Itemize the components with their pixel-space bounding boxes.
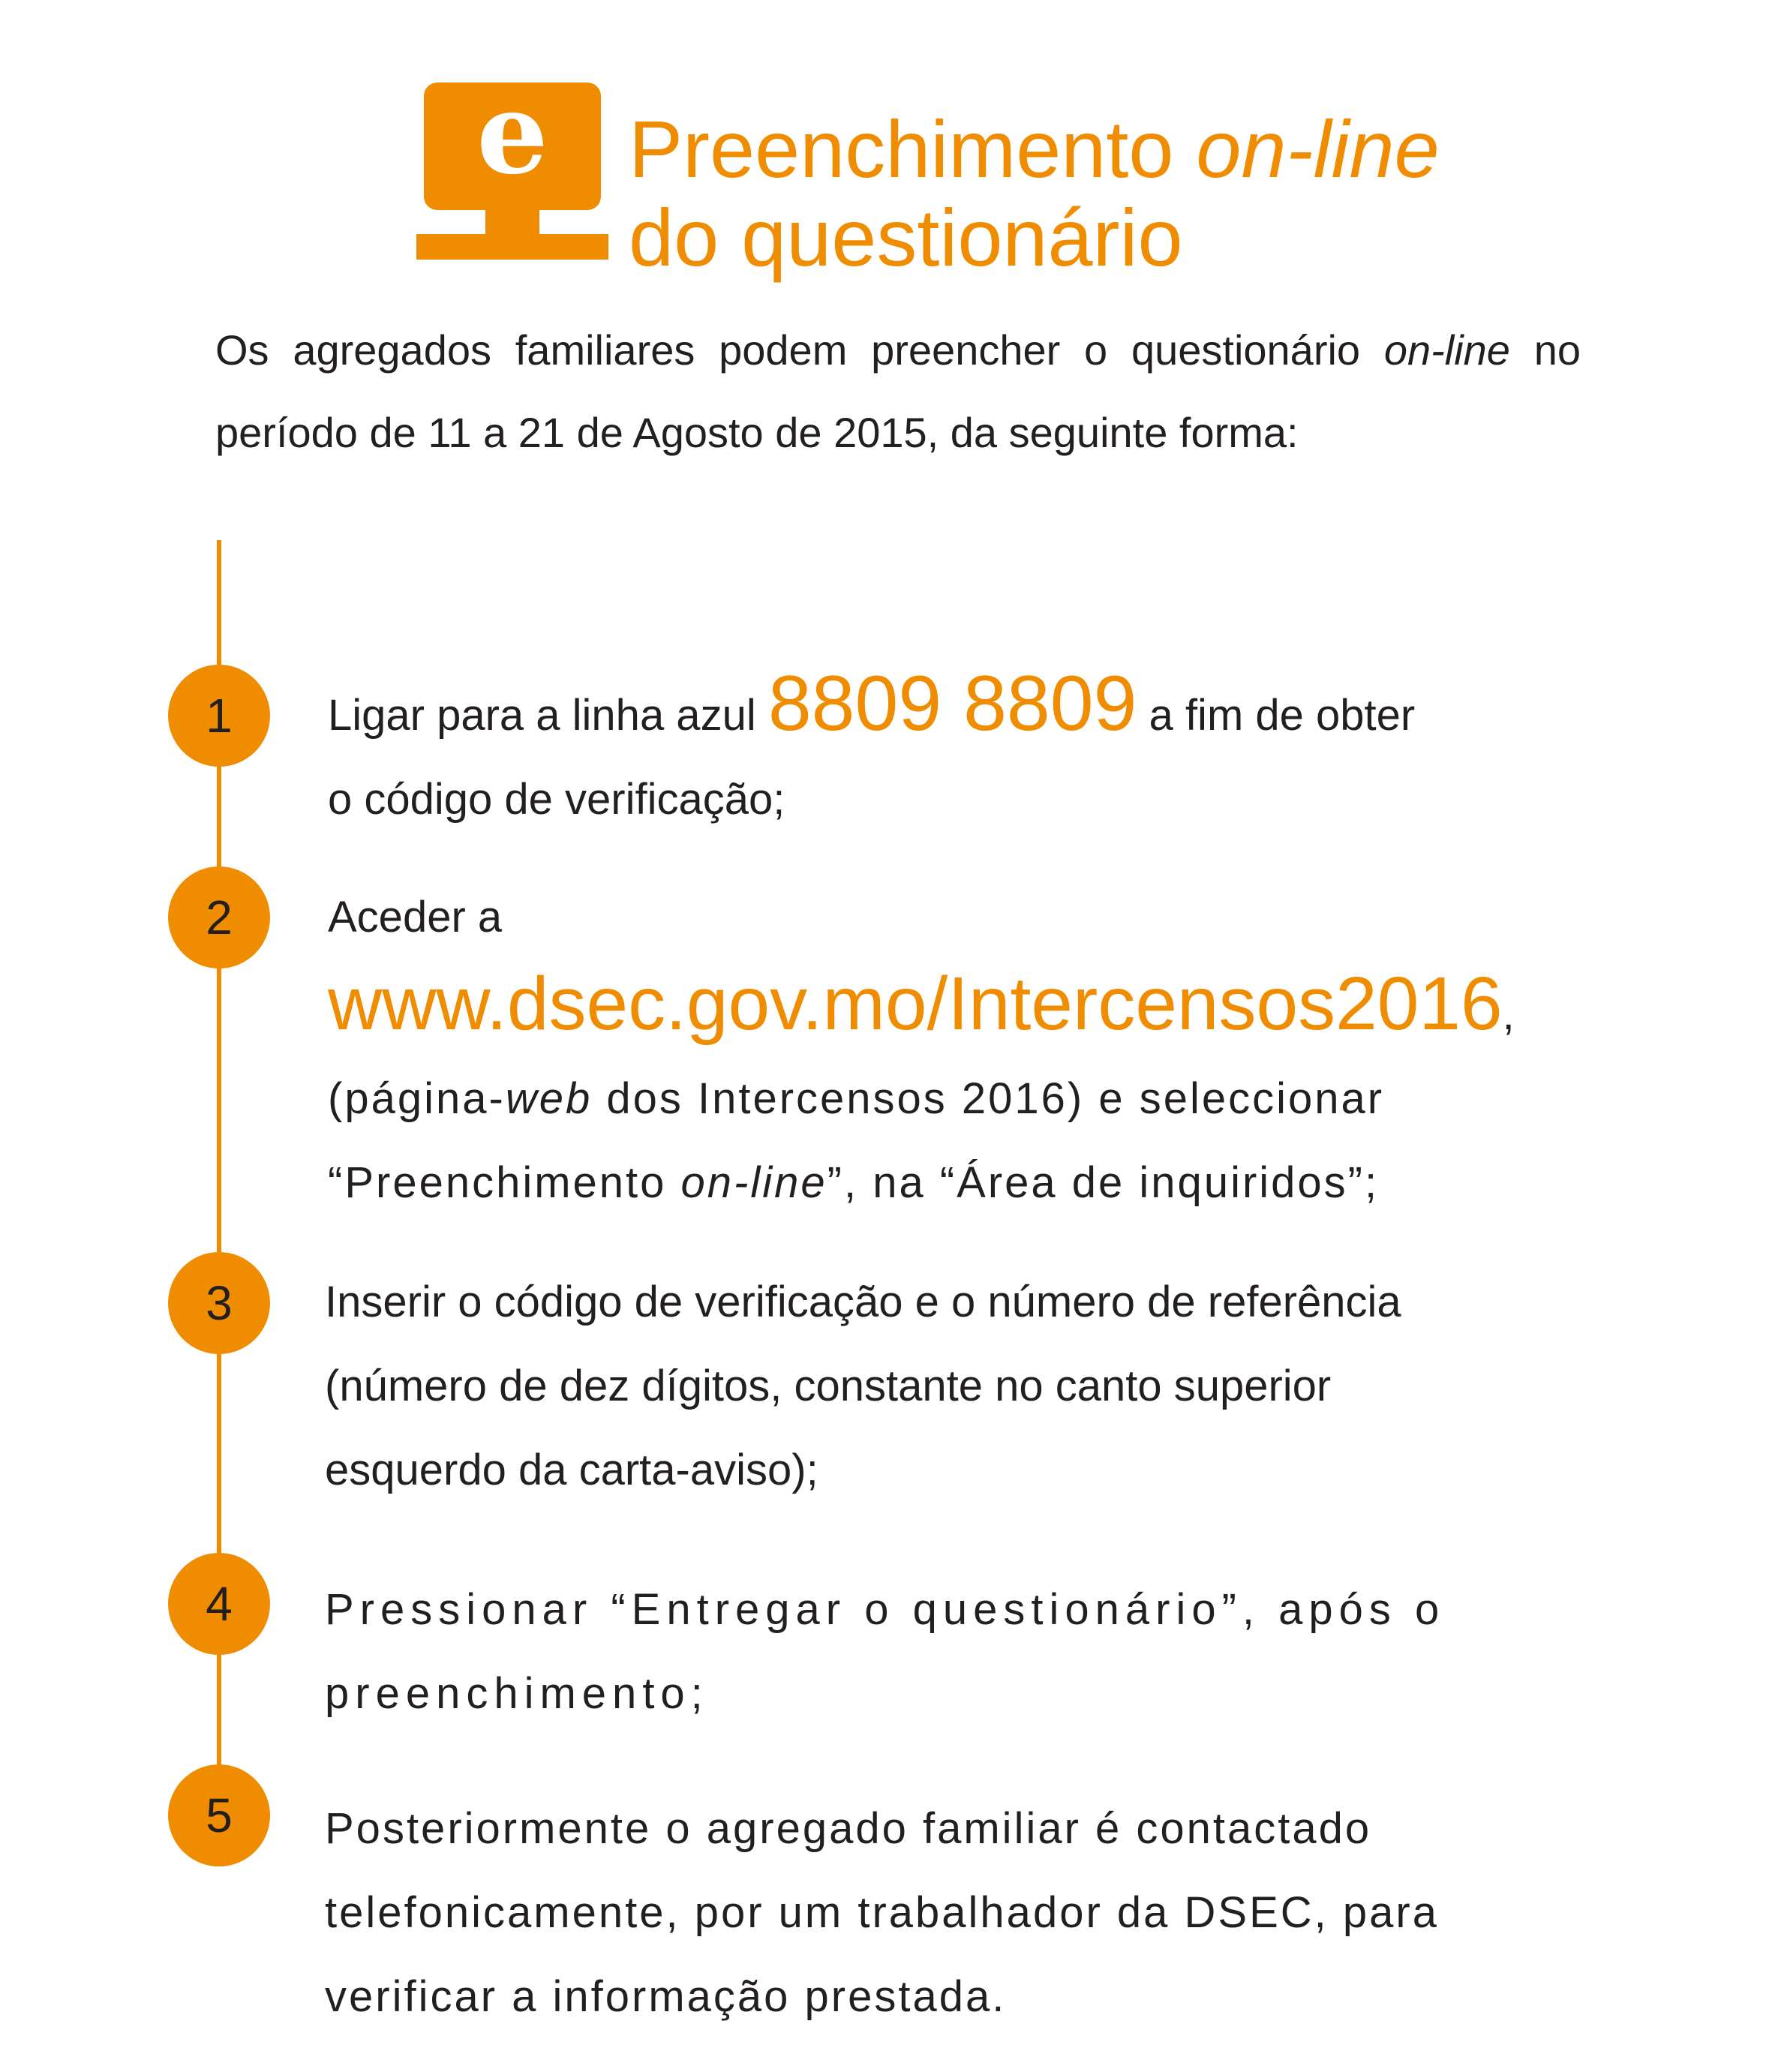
- step-4-line-1: Pressionar “Entregar o questionário”, após o: [325, 1585, 1446, 1634]
- step-3-text: [325, 1260, 1401, 1512]
- step-1-badge: 1: [168, 665, 270, 767]
- step-2-line-1: Aceder a: [328, 893, 503, 941]
- step-3-badge: 3: [168, 1252, 270, 1354]
- step-1-text: [328, 660, 1416, 842]
- step-1-line-1: Ligar para a linha azul 8809 8809 a fim de obter: [328, 660, 1416, 747]
- step-2-text: [328, 876, 1515, 1225]
- step-3-line-2: (número de dez dígitos, constante no canto superior: [325, 1362, 1332, 1410]
- icon-letter: e: [476, 83, 548, 200]
- step-2-line-3: (página-web dos Intercensos 2016) e seleccionar: [328, 1074, 1385, 1123]
- step-2-url-line: www.dsec.gov.mo/Intercensos2016,: [328, 962, 1515, 1046]
- step-3-line-1: Inserir o código de verificação e o número de referência: [325, 1278, 1401, 1326]
- step-2-badge: 2: [168, 866, 270, 968]
- intro-paragraph: Os agregados familiares podem preencher o questionário on-line no período de 11 a 21 de Agosto de 2015, da seguinte forma:: [215, 326, 1581, 456]
- step-4-text: [325, 1568, 1445, 1736]
- step-4-line-2: preenchimento;: [325, 1669, 709, 1718]
- step-2-line-4: “Preenchimento on-line”, na “Área de inquiridos”;: [328, 1158, 1380, 1207]
- title-line-1: Preenchimento on-line: [629, 104, 1440, 194]
- computer-monitor-e-icon: [416, 83, 608, 260]
- step-4-badge: 4: [168, 1553, 270, 1655]
- title-line-2: do questionário: [629, 192, 1183, 283]
- step-5-line-1: Posteriormente o agregado familiar é contactado: [325, 1804, 1372, 1853]
- step-5-line-3: verificar a informação prestada.: [325, 1972, 1007, 2021]
- page-title: [629, 105, 1440, 282]
- step-5-badge: 5: [168, 1764, 270, 1866]
- step-1-line-2: o código de verificação;: [328, 775, 785, 824]
- website-link[interactable]: www.dsec.gov.mo/Intercensos2016: [328, 962, 1503, 1046]
- step-5-line-2: telefonicamente, por um trabalhador da DSEC, para: [325, 1888, 1439, 1937]
- phone-number: 8809 8809: [767, 660, 1137, 747]
- step-5-text: [325, 1787, 1439, 2039]
- step-3-line-3: esquerdo da carta-aviso);: [325, 1446, 818, 1494]
